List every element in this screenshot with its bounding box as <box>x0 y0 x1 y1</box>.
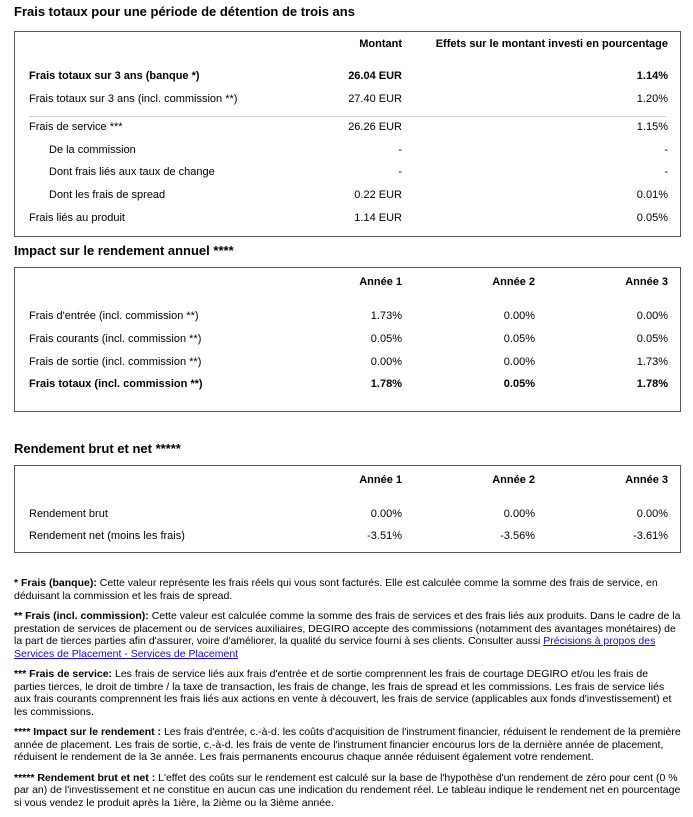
row-amount: 26.26 EUR <box>348 121 402 133</box>
row-percentage: - <box>664 144 668 156</box>
footnote-bank-fees <box>14 577 682 602</box>
row-year-3: 1.73% <box>636 356 668 368</box>
row-label: Frais de sortie (incl. commission **) <box>29 356 202 368</box>
table-row <box>15 68 680 84</box>
row-label: Frais d'entrée (incl. commission **) <box>29 310 199 322</box>
row-label: Frais totaux (incl. commission **) <box>29 378 203 390</box>
table-row <box>15 528 680 544</box>
section-title-total-costs: Frais totaux pour une période de détention de trois ans <box>14 4 355 19</box>
column-header-year-3: Année 3 <box>625 474 668 486</box>
table-row <box>15 210 680 226</box>
table-header-row <box>15 472 680 488</box>
row-year-1: 1.78% <box>370 378 402 390</box>
row-amount: - <box>398 166 402 178</box>
row-amount: 27.40 EUR <box>348 93 402 105</box>
column-header-year-2: Année 2 <box>492 474 535 486</box>
row-year-2: 0.00% <box>503 356 535 368</box>
section-title-gross-net-return: Rendement brut et net ***** <box>14 441 181 456</box>
row-year-3: -3.61% <box>633 530 668 542</box>
column-header-amount: Montant <box>359 38 402 50</box>
row-label: Rendement net (moins les frais) <box>29 530 185 542</box>
row-label: Dont frais liés aux taux de change <box>49 166 215 178</box>
row-amount: 1.14 EUR <box>354 212 402 224</box>
footnote-commission <box>14 610 682 660</box>
total-costs-table <box>14 31 681 237</box>
row-year-2: 0.00% <box>503 310 535 322</box>
row-year-3: 1.78% <box>636 378 668 390</box>
row-amount: - <box>398 144 402 156</box>
table-row <box>15 506 680 522</box>
row-percentage: 0.01% <box>636 189 668 201</box>
footnote-text: Cette valeur est calculée comme la somme des frais de services et des frais liés aux produits. Dans le cadre de la prestation de services de placement ou de services auxiliaires, DEGIRO accepte des commissions (notamment des avantages monétaires) de la part de tierces parties afin d'assurer, voire d'améliorer, la qualité du service fourni à ses clients. Consulter aussi <box>14 610 681 647</box>
column-header-year-1: Année 1 <box>359 474 402 486</box>
footnote-text: L'effet des coûts sur le rendement est calculé sur la base de l'hypothèse d'un rendement de zéro pour cent (0 % par an) de l'investissement et ne constitue en aucun cas une indication du rendement réel. Le tableau indique le rendement net en pourcentage si vous vendez le produit après la 1ière, la 2ième ou la 3ième année. <box>14 771 681 809</box>
footnote-label: ** Frais (incl. commission): <box>14 610 149 622</box>
column-header-year-2: Année 2 <box>492 276 535 288</box>
row-label: Frais courants (incl. commission **) <box>29 333 202 345</box>
row-label: De la commission <box>49 144 136 156</box>
table-row <box>15 187 680 203</box>
row-percentage: 0.05% <box>636 212 668 224</box>
row-year-3: 0.05% <box>636 333 668 345</box>
row-year-2: 0.00% <box>503 508 535 520</box>
table-row <box>15 354 680 370</box>
row-year-1: 1.73% <box>370 310 402 322</box>
table-header-row <box>15 274 680 290</box>
table-row <box>15 164 680 180</box>
footnote-return-impact <box>14 726 682 764</box>
divider <box>29 116 666 117</box>
row-amount: 0.22 EUR <box>354 189 402 201</box>
table-row <box>15 91 680 107</box>
row-year-2: 0.05% <box>503 378 535 390</box>
row-year-3: 0.00% <box>636 508 668 520</box>
table-row <box>15 331 680 347</box>
row-year-1: 0.05% <box>370 333 402 345</box>
column-header-year-1: Année 1 <box>359 276 402 288</box>
row-percentage: - <box>664 166 668 178</box>
annual-impact-table <box>14 267 681 412</box>
row-year-2: -3.56% <box>500 530 535 542</box>
row-year-1: -3.51% <box>367 530 402 542</box>
table-row <box>15 376 680 392</box>
row-percentage: 1.14% <box>636 70 668 82</box>
footnote-gross-net-return <box>14 772 682 810</box>
row-percentage: 1.20% <box>636 93 668 105</box>
section-title-annual-impact: Impact sur le rendement annuel **** <box>14 243 234 258</box>
footnote-label: * Frais (banque): <box>14 577 97 589</box>
column-header-percentage: Effets sur le montant investi en pourcentage <box>435 38 668 50</box>
gross-net-return-table <box>14 465 681 553</box>
row-percentage: 1.15% <box>636 121 668 133</box>
table-row <box>15 119 680 135</box>
row-label: Frais totaux sur 3 ans (banque *) <box>29 70 200 82</box>
row-year-1: 0.00% <box>370 356 402 368</box>
footnote-text: Cette valeur représente les frais réels qui vous sont facturés. Elle est calculée comme la somme des frais de service, en déduisant la commission et les frais de spread. <box>14 577 658 602</box>
table-row <box>15 142 680 158</box>
row-label: Dont les frais de spread <box>49 189 166 201</box>
row-label: Frais de service *** <box>29 121 123 133</box>
row-year-3: 0.00% <box>636 310 668 322</box>
footnote-label: ***** Rendement brut et net : <box>14 771 156 784</box>
footnote-service-fees <box>14 668 682 718</box>
table-header-row <box>15 36 680 52</box>
row-amount: 26.04 EUR <box>348 70 402 82</box>
row-label: Rendement brut <box>29 508 108 520</box>
footnote-text: Les frais de service liés aux frais d'entrée et de sortie comprennent les frais de courtage DEGIRO et/ou les frais de parties tierces, le droit de timbre / la taxe de transaction, les frais de change, les frais de spread et les commissions. Les frais de service liés aux frais courants comprennent les frais liés aux actions en vente à découvert, les frais de service (applicables aux fonds d'investissement) et les commissions. <box>14 668 672 718</box>
footnotes <box>14 577 682 817</box>
table-row <box>15 308 680 324</box>
row-label: Frais liés au produit <box>29 212 125 224</box>
footnote-label: *** Frais de service: <box>14 668 113 680</box>
investment-services-link[interactable]: Précisions à propos des Services de Placement - Services de Placement <box>14 635 656 660</box>
row-year-2: 0.05% <box>503 333 535 345</box>
row-label: Frais totaux sur 3 ans (incl. commission **) <box>29 93 238 105</box>
footnote-label: **** Impact sur le rendement : <box>14 726 162 738</box>
row-year-1: 0.00% <box>370 508 402 520</box>
column-header-year-3: Année 3 <box>625 276 668 288</box>
footnote-text: Les frais d'entrée, c.-à-d. les coûts d'acquisition de l'instrument financier, réduisent le rendement de la première année de placement. Les frais de sortie, c.-à-d. les frais de vente de l'instrument financier encourus lors de la dernière année de placement, réduisent le rendement de la 3e année. Les frais permanents encourus chaque année réduisent également votre rendement. <box>14 726 681 763</box>
